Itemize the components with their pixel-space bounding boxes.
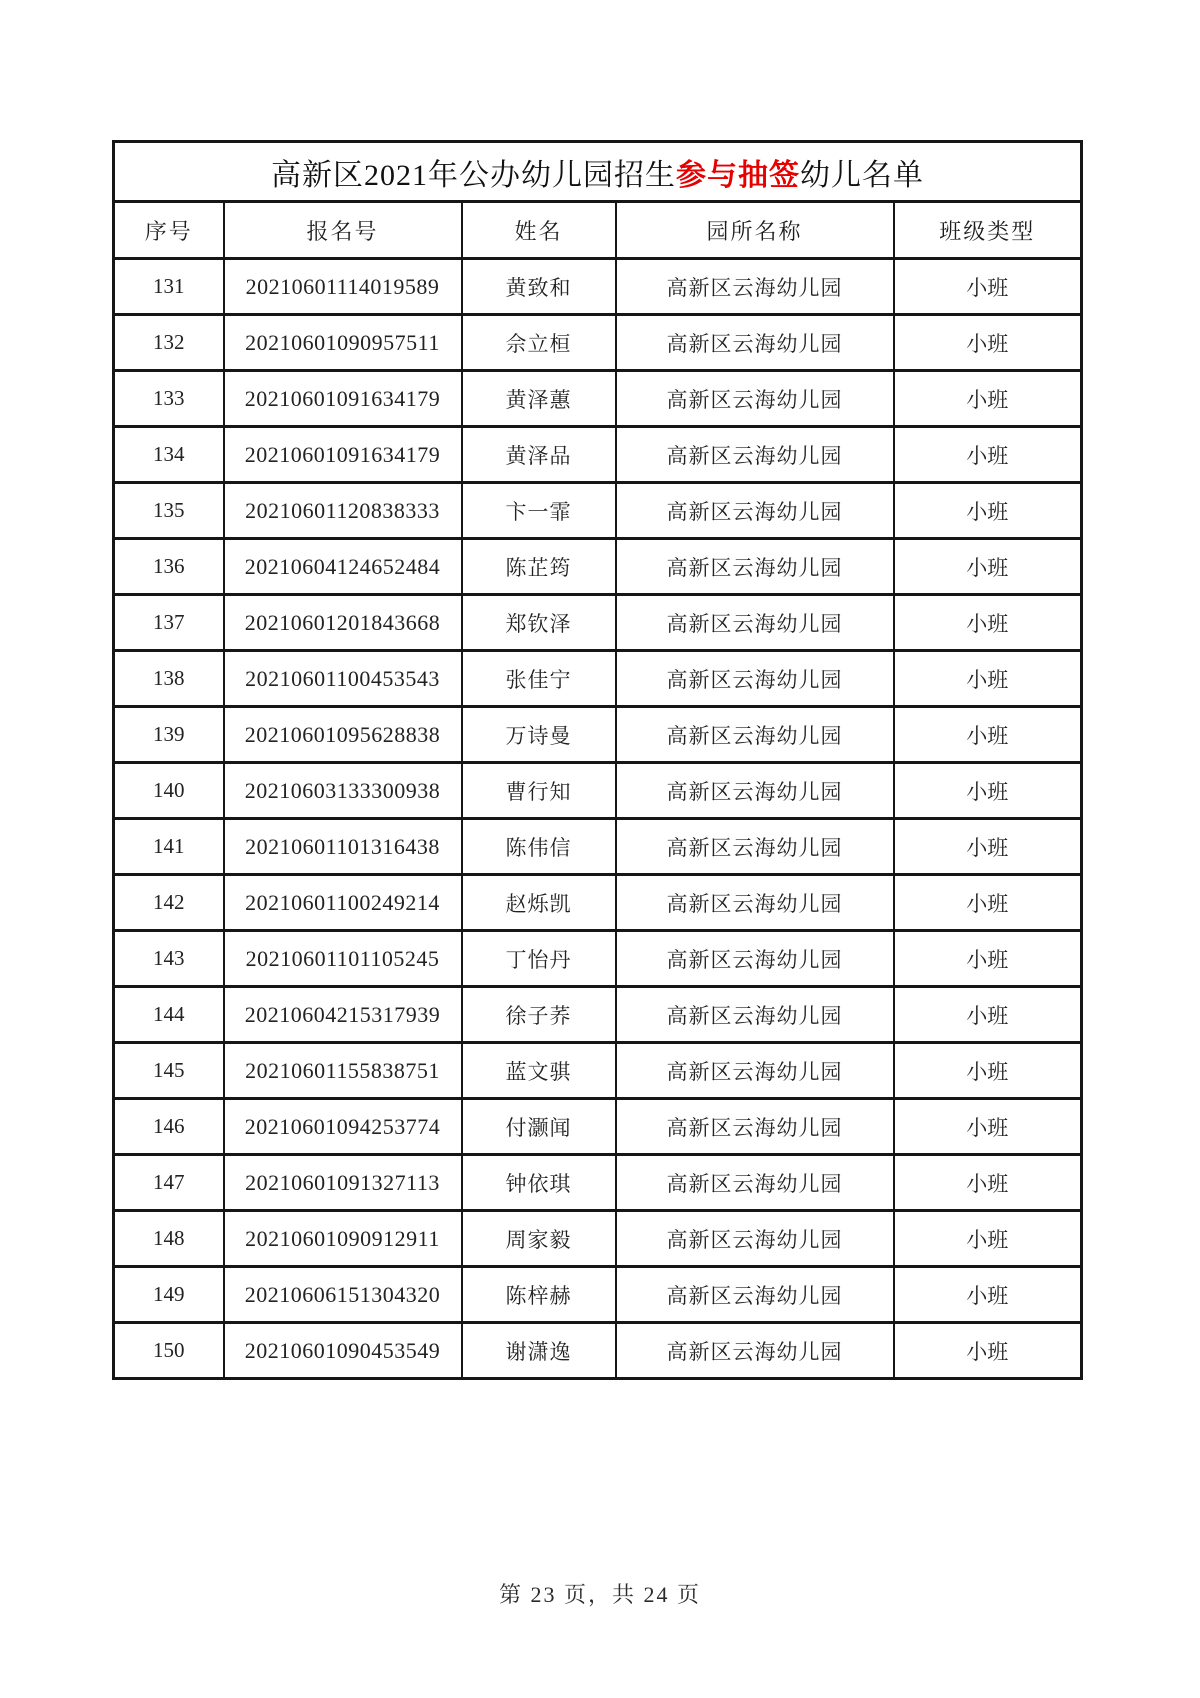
cell-seq: 149 bbox=[114, 1267, 224, 1323]
table-row bbox=[114, 1043, 1082, 1099]
cell-seq: 145 bbox=[114, 1043, 224, 1099]
cell-seq: 134 bbox=[114, 427, 224, 483]
cell-kindergarten: 高新区云海幼儿园 bbox=[616, 483, 894, 539]
cell-seq: 141 bbox=[114, 819, 224, 875]
cell-class-type: 小班 bbox=[894, 931, 1082, 987]
title-suffix: 幼儿名单 bbox=[800, 158, 925, 192]
cell-seq: 136 bbox=[114, 539, 224, 595]
cell-class-type: 小班 bbox=[894, 875, 1082, 931]
table-row bbox=[114, 427, 1082, 483]
col-header-class-type: 班级类型 bbox=[894, 202, 1082, 259]
cell-name: 黄致和 bbox=[462, 259, 616, 315]
cell-kindergarten: 高新区云海幼儿园 bbox=[616, 1323, 894, 1379]
cell-name: 佘立桓 bbox=[462, 315, 616, 371]
page-title bbox=[114, 142, 1082, 202]
cell-seq: 146 bbox=[114, 1099, 224, 1155]
cell-reg-no: 20210601100453543 bbox=[224, 651, 462, 707]
cell-class-type: 小班 bbox=[894, 1155, 1082, 1211]
cell-reg-no: 20210601101105245 bbox=[224, 931, 462, 987]
cell-reg-no: 20210601090453549 bbox=[224, 1323, 462, 1379]
cell-class-type: 小班 bbox=[894, 1323, 1082, 1379]
table-row bbox=[114, 1155, 1082, 1211]
cell-kindergarten: 高新区云海幼儿园 bbox=[616, 1155, 894, 1211]
cell-name: 蓝文骐 bbox=[462, 1043, 616, 1099]
table-row bbox=[114, 651, 1082, 707]
cell-reg-no: 20210601091634179 bbox=[224, 427, 462, 483]
cell-seq: 133 bbox=[114, 371, 224, 427]
cell-reg-no: 20210606151304320 bbox=[224, 1267, 462, 1323]
cell-name: 赵烁凯 bbox=[462, 875, 616, 931]
col-header-name: 姓名 bbox=[462, 202, 616, 259]
cell-reg-no: 20210601090957511 bbox=[224, 315, 462, 371]
table-row bbox=[114, 1323, 1082, 1379]
cell-class-type: 小班 bbox=[894, 1211, 1082, 1267]
cell-seq: 131 bbox=[114, 259, 224, 315]
cell-kindergarten: 高新区云海幼儿园 bbox=[616, 1267, 894, 1323]
title-row bbox=[114, 142, 1082, 202]
cell-reg-no: 20210604215317939 bbox=[224, 987, 462, 1043]
cell-name: 付灏闻 bbox=[462, 1099, 616, 1155]
cell-name: 谢潇逸 bbox=[462, 1323, 616, 1379]
cell-kindergarten: 高新区云海幼儿园 bbox=[616, 763, 894, 819]
table-row bbox=[114, 1099, 1082, 1155]
cell-reg-no: 20210601091327113 bbox=[224, 1155, 462, 1211]
cell-reg-no: 20210601114019589 bbox=[224, 259, 462, 315]
cell-class-type: 小班 bbox=[894, 1099, 1082, 1155]
cell-reg-no: 20210601091634179 bbox=[224, 371, 462, 427]
cell-reg-no: 20210601094253774 bbox=[224, 1099, 462, 1155]
cell-name: 周家毅 bbox=[462, 1211, 616, 1267]
cell-class-type: 小班 bbox=[894, 595, 1082, 651]
cell-class-type: 小班 bbox=[894, 707, 1082, 763]
cell-name: 钟依琪 bbox=[462, 1155, 616, 1211]
cell-name: 丁怡丹 bbox=[462, 931, 616, 987]
cell-name: 陈芷筠 bbox=[462, 539, 616, 595]
table-row bbox=[114, 483, 1082, 539]
cell-kindergarten: 高新区云海幼儿园 bbox=[616, 427, 894, 483]
table-row bbox=[114, 1267, 1082, 1323]
cell-reg-no: 20210601100249214 bbox=[224, 875, 462, 931]
cell-class-type: 小班 bbox=[894, 1267, 1082, 1323]
col-header-kindergarten: 园所名称 bbox=[616, 202, 894, 259]
cell-reg-no: 20210601101316438 bbox=[224, 819, 462, 875]
cell-class-type: 小班 bbox=[894, 1043, 1082, 1099]
cell-seq: 147 bbox=[114, 1155, 224, 1211]
cell-class-type: 小班 bbox=[894, 483, 1082, 539]
table-row bbox=[114, 931, 1082, 987]
cell-class-type: 小班 bbox=[894, 763, 1082, 819]
col-header-reg-no: 报名号 bbox=[224, 202, 462, 259]
cell-reg-no: 20210604124652484 bbox=[224, 539, 462, 595]
cell-reg-no: 20210601120838333 bbox=[224, 483, 462, 539]
col-header-seq: 序号 bbox=[114, 202, 224, 259]
cell-name: 陈伟信 bbox=[462, 819, 616, 875]
cell-name: 张佳宁 bbox=[462, 651, 616, 707]
title-highlight: 参与抽签 bbox=[676, 158, 801, 192]
cell-seq: 138 bbox=[114, 651, 224, 707]
cell-reg-no: 20210603133300938 bbox=[224, 763, 462, 819]
cell-kindergarten: 高新区云海幼儿园 bbox=[616, 539, 894, 595]
cell-seq: 143 bbox=[114, 931, 224, 987]
cell-class-type: 小班 bbox=[894, 539, 1082, 595]
table-row bbox=[114, 371, 1082, 427]
cell-name: 陈梓赫 bbox=[462, 1267, 616, 1323]
cell-kindergarten: 高新区云海幼儿园 bbox=[616, 1099, 894, 1155]
cell-seq: 144 bbox=[114, 987, 224, 1043]
table-row bbox=[114, 539, 1082, 595]
table-row bbox=[114, 987, 1082, 1043]
page-number: 第 23 页，共 24 页 bbox=[498, 1582, 701, 1607]
cell-class-type: 小班 bbox=[894, 315, 1082, 371]
cell-class-type: 小班 bbox=[894, 651, 1082, 707]
cell-seq: 150 bbox=[114, 1323, 224, 1379]
cell-seq: 140 bbox=[114, 763, 224, 819]
table-row bbox=[114, 259, 1082, 315]
roster-table bbox=[112, 140, 1083, 1380]
table-row bbox=[114, 763, 1082, 819]
cell-seq: 135 bbox=[114, 483, 224, 539]
cell-kindergarten: 高新区云海幼儿园 bbox=[616, 259, 894, 315]
cell-name: 徐子荞 bbox=[462, 987, 616, 1043]
cell-class-type: 小班 bbox=[894, 427, 1082, 483]
cell-name: 卞一霏 bbox=[462, 483, 616, 539]
cell-reg-no: 20210601095628838 bbox=[224, 707, 462, 763]
table-row bbox=[114, 707, 1082, 763]
cell-kindergarten: 高新区云海幼儿园 bbox=[616, 595, 894, 651]
cell-name: 曹行知 bbox=[462, 763, 616, 819]
cell-kindergarten: 高新区云海幼儿园 bbox=[616, 819, 894, 875]
cell-kindergarten: 高新区云海幼儿园 bbox=[616, 371, 894, 427]
cell-class-type: 小班 bbox=[894, 371, 1082, 427]
cell-seq: 137 bbox=[114, 595, 224, 651]
cell-class-type: 小班 bbox=[894, 259, 1082, 315]
cell-class-type: 小班 bbox=[894, 987, 1082, 1043]
cell-kindergarten: 高新区云海幼儿园 bbox=[616, 707, 894, 763]
cell-reg-no: 20210601201843668 bbox=[224, 595, 462, 651]
cell-kindergarten: 高新区云海幼儿园 bbox=[616, 931, 894, 987]
table-row bbox=[114, 819, 1082, 875]
header-row bbox=[114, 202, 1082, 259]
cell-class-type: 小班 bbox=[894, 819, 1082, 875]
cell-kindergarten: 高新区云海幼儿园 bbox=[616, 1211, 894, 1267]
cell-kindergarten: 高新区云海幼儿园 bbox=[616, 1043, 894, 1099]
cell-name: 黄泽蕙 bbox=[462, 371, 616, 427]
cell-name: 郑钦泽 bbox=[462, 595, 616, 651]
cell-seq: 148 bbox=[114, 1211, 224, 1267]
cell-seq: 139 bbox=[114, 707, 224, 763]
table-row bbox=[114, 875, 1082, 931]
cell-seq: 132 bbox=[114, 315, 224, 371]
cell-kindergarten: 高新区云海幼儿园 bbox=[616, 651, 894, 707]
cell-kindergarten: 高新区云海幼儿园 bbox=[616, 875, 894, 931]
cell-reg-no: 20210601155838751 bbox=[224, 1043, 462, 1099]
table-row bbox=[114, 315, 1082, 371]
table-row bbox=[114, 595, 1082, 651]
title-prefix: 高新区2021年公办幼儿园招生 bbox=[271, 158, 677, 192]
cell-reg-no: 20210601090912911 bbox=[224, 1211, 462, 1267]
cell-name: 万诗曼 bbox=[462, 707, 616, 763]
cell-name: 黄泽品 bbox=[462, 427, 616, 483]
table-row bbox=[114, 1211, 1082, 1267]
cell-kindergarten: 高新区云海幼儿园 bbox=[616, 987, 894, 1043]
cell-kindergarten: 高新区云海幼儿园 bbox=[616, 315, 894, 371]
cell-seq: 142 bbox=[114, 875, 224, 931]
